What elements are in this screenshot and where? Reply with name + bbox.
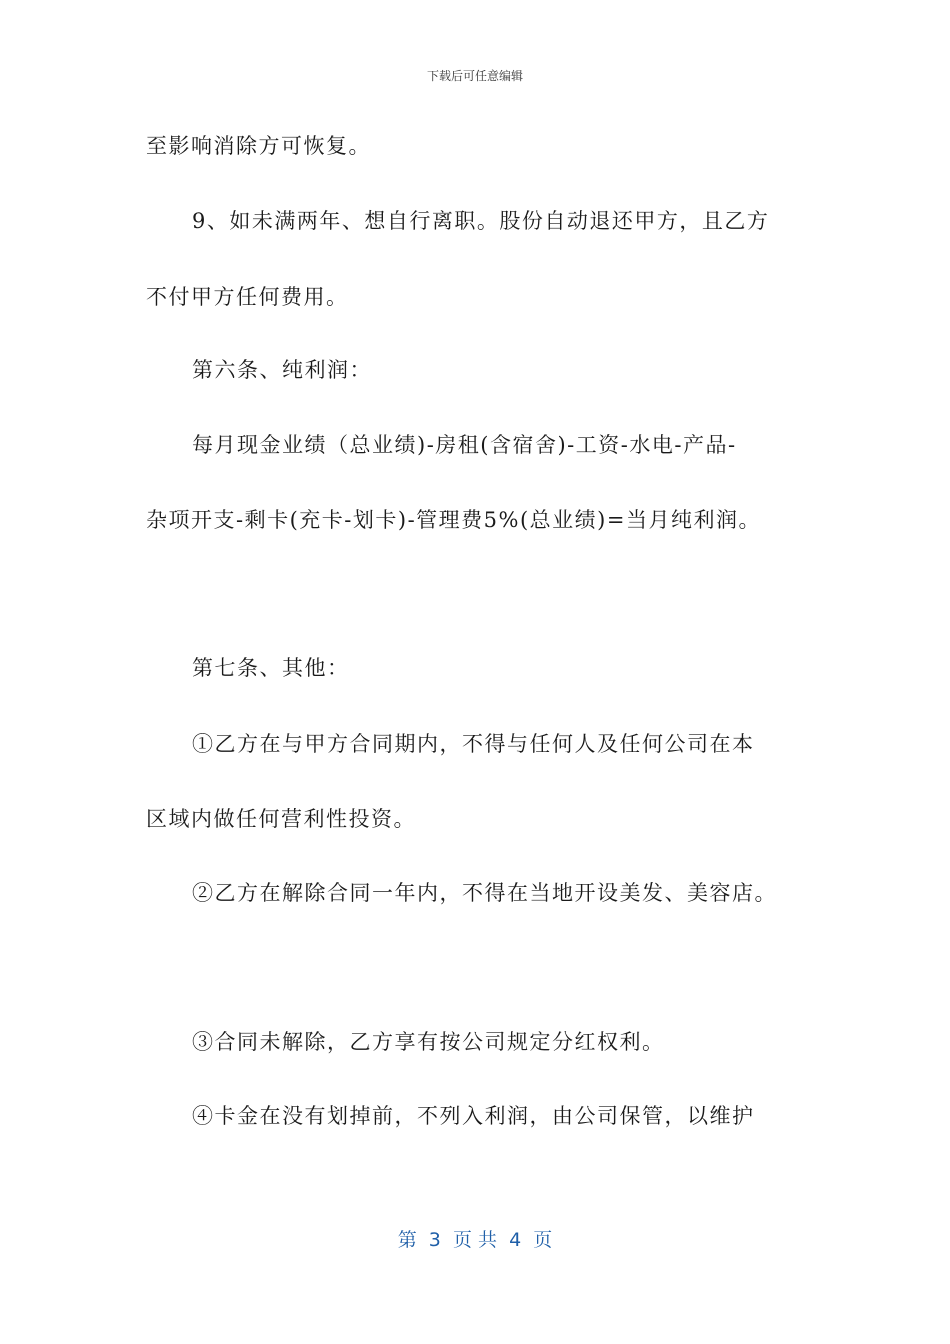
section-heading: 第六条、纯利润： [192, 358, 372, 382]
paragraph-line: ②乙方在解除合同一年内，不得在当地开设美发、美容店。 [192, 881, 777, 905]
paragraph-line: 9、如未满两年、想自行离职。股份自动退还甲方，且乙方 [192, 209, 770, 233]
paragraph-line: 不付甲方任何费用。 [146, 285, 349, 309]
paragraph-line: 杂项开支-剩卡(充卡-划卡)-管理费5%(总业绩)=当月纯利润。 [146, 508, 761, 532]
paragraph-line: 每月现金业绩（总业绩)-房租(含宿舍)-工资-水电-产品- [192, 433, 737, 457]
section-heading: 第七条、其他： [192, 656, 350, 680]
paragraph-line: ④卡金在没有划掉前，不列入利润，由公司保管，以维护 [192, 1104, 755, 1128]
paragraph-line: 区域内做任何营利性投资。 [146, 807, 416, 831]
page-header: 下载后可任意编辑 [426, 69, 523, 83]
paragraph-line: ③合同未解除，乙方享有按公司规定分红权利。 [192, 1030, 665, 1054]
paragraph-line: ①乙方在与甲方合同期内，不得与任何人及任何公司在本 [192, 732, 755, 756]
page-number: 第 3 页 共 4 页 [397, 1229, 553, 1251]
paragraph-line: 至影响消除方可恢复。 [146, 134, 371, 158]
